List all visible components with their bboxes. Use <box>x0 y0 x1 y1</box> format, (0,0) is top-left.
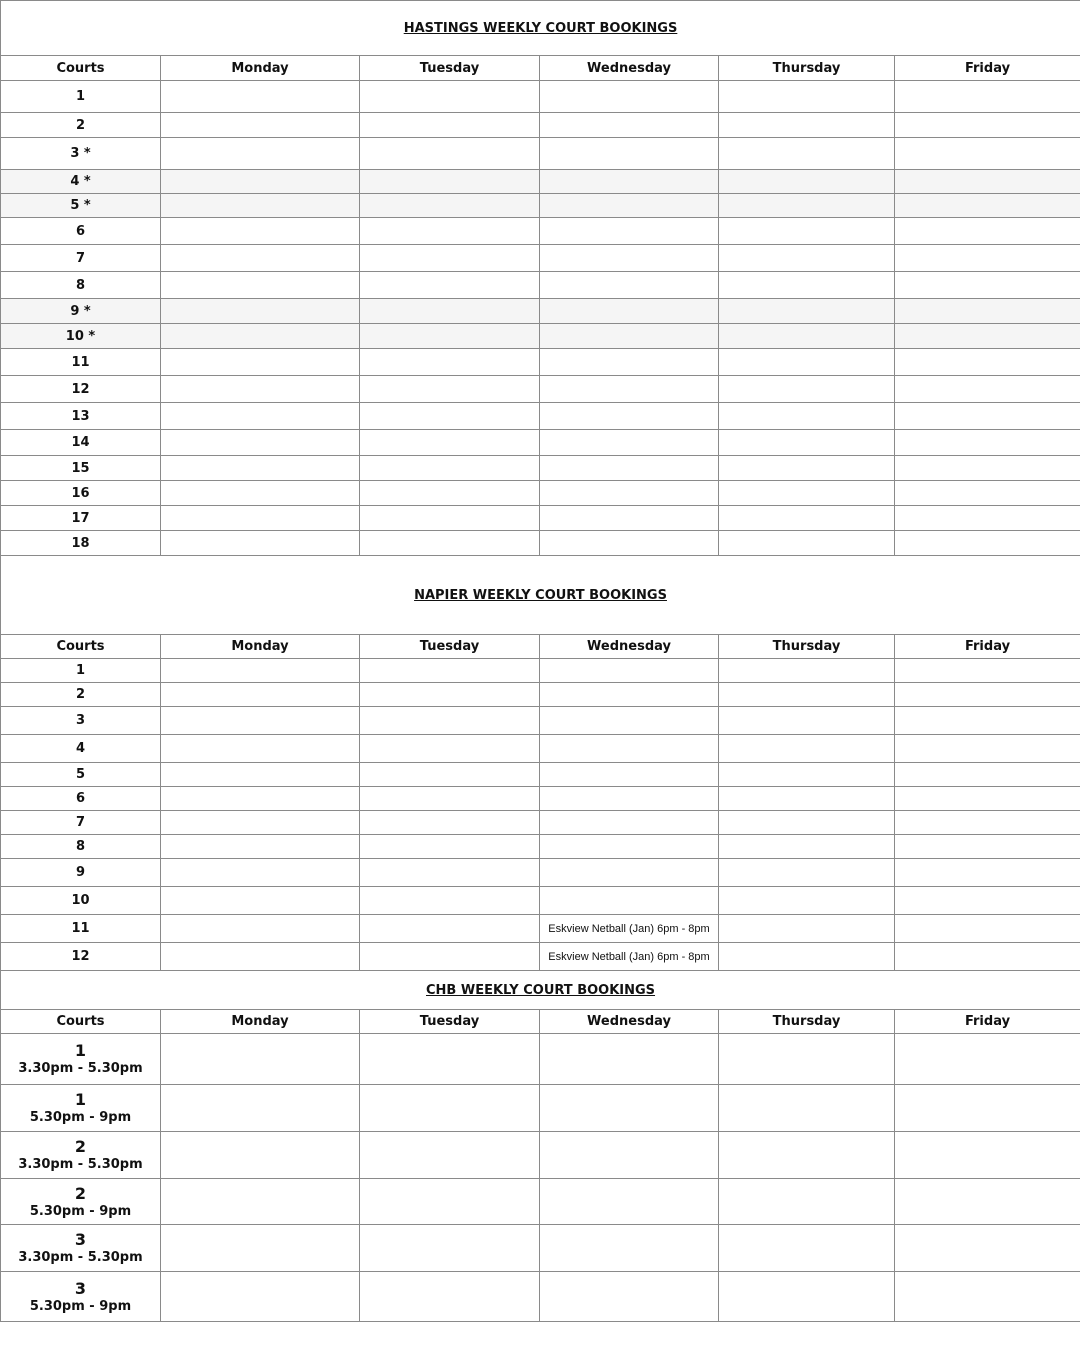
booking-cell[interactable] <box>719 324 895 349</box>
booking-cell[interactable] <box>360 324 540 349</box>
section-title: NAPIER WEEKLY COURT BOOKINGS <box>1 556 1080 635</box>
booking-cell[interactable] <box>360 113 540 138</box>
court-row <box>1 376 1080 403</box>
booking-cell[interactable] <box>719 1179 895 1225</box>
booking-cell[interactable] <box>161 787 360 811</box>
day-header-row <box>1 56 1080 81</box>
day-column-header: Thursday <box>719 635 895 659</box>
day-column-header: Tuesday <box>360 56 540 81</box>
booking-cell[interactable] <box>360 811 540 835</box>
court-row <box>1 683 1080 707</box>
booking-cell[interactable] <box>360 403 540 430</box>
booking-cell[interactable] <box>895 456 1080 481</box>
booking-cell[interactable] <box>719 1034 895 1085</box>
court-label-cell: 8 <box>1 835 161 859</box>
booking-cell[interactable] <box>540 1225 719 1272</box>
court-row <box>1 245 1080 272</box>
booking-cell[interactable] <box>360 683 540 707</box>
court-row <box>1 403 1080 430</box>
court-label-cell: 3 <box>1 707 161 735</box>
court-row <box>1 430 1080 456</box>
booking-cell[interactable] <box>540 403 719 430</box>
booking-cell[interactable] <box>719 113 895 138</box>
day-column-header: Thursday <box>719 56 895 81</box>
booking-cell[interactable] <box>895 1034 1080 1085</box>
court-number: 2 <box>74 1183 87 1203</box>
booking-cell[interactable] <box>895 659 1080 683</box>
booking-cell[interactable] <box>360 299 540 324</box>
booking-cell[interactable] <box>719 194 895 218</box>
booking-cell[interactable] <box>540 299 719 324</box>
booking-cell[interactable] <box>161 430 360 456</box>
booking-cell[interactable]: Eskview Netball (Jan) 6pm - 8pm <box>540 915 719 943</box>
booking-cell[interactable] <box>895 245 1080 272</box>
booking-cell[interactable] <box>719 299 895 324</box>
courts-column-header: Courts <box>1 1010 161 1034</box>
day-column-header: Wednesday <box>540 1010 719 1034</box>
booking-cell[interactable] <box>161 659 360 683</box>
booking-cell[interactable] <box>161 194 360 218</box>
day-column-header: Wednesday <box>540 56 719 81</box>
court-row <box>1 859 1080 887</box>
court-label-cell <box>1 1034 161 1085</box>
booking-cell[interactable] <box>540 194 719 218</box>
booking-cell[interactable] <box>360 218 540 245</box>
court-label-cell: 11 <box>1 915 161 943</box>
court-row <box>1 707 1080 735</box>
booking-cell[interactable] <box>360 456 540 481</box>
booking-cell[interactable] <box>895 1225 1080 1272</box>
booking-cell[interactable] <box>161 218 360 245</box>
booking-cell[interactable] <box>719 218 895 245</box>
booking-cell[interactable] <box>360 1034 540 1085</box>
court-row <box>1 456 1080 481</box>
booking-cell[interactable] <box>540 835 719 859</box>
booking-cell[interactable] <box>360 194 540 218</box>
section-title: CHB WEEKLY COURT BOOKINGS <box>1 971 1080 1010</box>
court-row <box>1 1132 1080 1179</box>
court-label-cell: 7 <box>1 811 161 835</box>
booking-cell[interactable] <box>161 835 360 859</box>
booking-cell[interactable] <box>161 1225 360 1272</box>
day-column-header: Tuesday <box>360 1010 540 1034</box>
booking-cell[interactable] <box>719 1132 895 1179</box>
booking-cell[interactable] <box>360 763 540 787</box>
booking-cell[interactable] <box>719 376 895 403</box>
booking-cell[interactable] <box>161 81 360 113</box>
booking-cell[interactable] <box>719 170 895 194</box>
booking-cell[interactable] <box>719 245 895 272</box>
booking-cell[interactable] <box>540 349 719 376</box>
booking-cell[interactable] <box>360 1132 540 1179</box>
booking-cell[interactable] <box>895 299 1080 324</box>
booking-cell[interactable] <box>895 887 1080 915</box>
booking-cell[interactable] <box>895 707 1080 735</box>
court-row <box>1 1272 1080 1322</box>
court-label-cell: 12 <box>1 943 161 971</box>
court-time-slot: 5.30pm - 9pm <box>29 1203 132 1219</box>
court-number: 1 <box>74 1090 87 1109</box>
booking-cell[interactable] <box>540 245 719 272</box>
court-row <box>1 887 1080 915</box>
booking-cell[interactable] <box>161 1034 360 1085</box>
court-label-cell <box>1 1225 161 1272</box>
booking-cell[interactable] <box>719 859 895 887</box>
court-number: 1 <box>74 1041 87 1060</box>
booking-cell[interactable] <box>360 1179 540 1225</box>
booking-cell[interactable] <box>540 887 719 915</box>
court-time-slot: 3.30pm - 5.30pm <box>18 1061 143 1076</box>
court-row <box>1 1225 1080 1272</box>
booking-cell[interactable] <box>360 1225 540 1272</box>
booking-cell[interactable] <box>540 430 719 456</box>
court-row <box>1 1034 1080 1085</box>
booking-cell[interactable] <box>360 859 540 887</box>
court-label-cell: 2 <box>1 683 161 707</box>
booking-cell[interactable] <box>719 915 895 943</box>
booking-cell[interactable] <box>719 138 895 170</box>
day-header-row <box>1 635 1080 659</box>
booking-cell[interactable] <box>719 943 895 971</box>
booking-cell[interactable] <box>895 735 1080 763</box>
court-row <box>1 915 1080 943</box>
booking-cell[interactable] <box>719 456 895 481</box>
booking-cell[interactable] <box>719 887 895 915</box>
courts-column-header: Courts <box>1 56 161 81</box>
day-header-row <box>1 1010 1080 1034</box>
booking-cell[interactable] <box>719 683 895 707</box>
court-label-cell: 17 <box>1 506 161 531</box>
booking-cell[interactable] <box>540 113 719 138</box>
booking-cell[interactable] <box>360 887 540 915</box>
court-label-cell: 1 <box>1 659 161 683</box>
booking-cell[interactable] <box>895 403 1080 430</box>
booking-cell[interactable] <box>719 430 895 456</box>
booking-cell[interactable] <box>161 170 360 194</box>
court-number: 3 <box>74 1278 87 1298</box>
booking-cell[interactable] <box>895 349 1080 376</box>
day-column-header: Wednesday <box>540 635 719 659</box>
court-row <box>1 349 1080 376</box>
court-label-cell: 11 <box>1 349 161 376</box>
booking-cell[interactable] <box>161 299 360 324</box>
court-label-cell: 6 <box>1 218 161 245</box>
booking-cell[interactable] <box>895 113 1080 138</box>
booking-cell[interactable] <box>719 735 895 763</box>
court-label-cell: 4 <box>1 735 161 763</box>
booking-cell[interactable] <box>360 349 540 376</box>
court-label-cell: 9 <box>1 859 161 887</box>
court-row <box>1 811 1080 835</box>
booking-cell[interactable] <box>719 811 895 835</box>
booking-cell[interactable] <box>360 481 540 506</box>
booking-cell[interactable] <box>161 376 360 403</box>
court-label-cell: 12 <box>1 376 161 403</box>
booking-cell[interactable] <box>161 113 360 138</box>
booking-cell[interactable] <box>161 1272 360 1322</box>
booking-cell[interactable] <box>719 481 895 506</box>
court-row <box>1 763 1080 787</box>
booking-cell[interactable] <box>895 859 1080 887</box>
booking-cell[interactable] <box>895 376 1080 403</box>
booking-cell[interactable] <box>161 707 360 735</box>
booking-cell[interactable] <box>540 456 719 481</box>
court-label-cell: 15 <box>1 456 161 481</box>
court-row <box>1 787 1080 811</box>
booking-cell[interactable] <box>360 659 540 683</box>
booking-cell[interactable] <box>895 218 1080 245</box>
booking-cell[interactable] <box>161 1085 360 1132</box>
court-label-cell: 2 <box>1 113 161 138</box>
booking-cell[interactable] <box>540 506 719 531</box>
booking-cell[interactable] <box>360 835 540 859</box>
booking-cell[interactable] <box>360 531 540 556</box>
booking-cell[interactable] <box>895 506 1080 531</box>
booking-cell[interactable] <box>161 943 360 971</box>
court-label-cell: 7 <box>1 245 161 272</box>
booking-cell[interactable] <box>719 659 895 683</box>
booking-cell[interactable] <box>161 1132 360 1179</box>
booking-cell[interactable] <box>360 1085 540 1132</box>
booking-cell[interactable] <box>540 1034 719 1085</box>
court-number: 2 <box>74 1137 87 1156</box>
booking-cell[interactable] <box>161 859 360 887</box>
booking-cell[interactable] <box>161 887 360 915</box>
booking-cell[interactable] <box>161 683 360 707</box>
court-label-cell: 18 <box>1 531 161 556</box>
booking-cell[interactable] <box>360 81 540 113</box>
booking-cell[interactable] <box>540 735 719 763</box>
booking-cell[interactable] <box>360 376 540 403</box>
booking-cell[interactable] <box>540 683 719 707</box>
booking-cell[interactable] <box>161 245 360 272</box>
booking-cell[interactable] <box>895 1132 1080 1179</box>
booking-cell[interactable] <box>360 735 540 763</box>
booking-cell[interactable] <box>161 403 360 430</box>
booking-cell[interactable] <box>895 1179 1080 1225</box>
court-label-cell: 5 * <box>1 194 161 218</box>
booking-cell[interactable] <box>540 272 719 299</box>
court-label-cell <box>1 1132 161 1179</box>
booking-cell[interactable] <box>161 763 360 787</box>
court-label-cell: 3 * <box>1 138 161 170</box>
booking-cell[interactable] <box>360 707 540 735</box>
booking-cell[interactable] <box>719 787 895 811</box>
booking-cell[interactable] <box>719 81 895 113</box>
booking-cell[interactable] <box>895 763 1080 787</box>
booking-cell[interactable] <box>895 915 1080 943</box>
day-column-header: Monday <box>161 635 360 659</box>
booking-cell[interactable] <box>360 245 540 272</box>
court-label-cell: 5 <box>1 763 161 787</box>
court-label-cell: 14 <box>1 430 161 456</box>
day-column-header: Tuesday <box>360 635 540 659</box>
court-row <box>1 943 1080 971</box>
booking-cell[interactable] <box>540 481 719 506</box>
booking-cell[interactable] <box>895 481 1080 506</box>
day-column-header: Monday <box>161 1010 360 1034</box>
booking-cell[interactable] <box>360 170 540 194</box>
court-row <box>1 1179 1080 1225</box>
booking-cell[interactable] <box>540 1179 719 1225</box>
day-column-header: Friday <box>895 1010 1080 1034</box>
booking-cell[interactable] <box>540 787 719 811</box>
court-label-cell: 16 <box>1 481 161 506</box>
booking-cell[interactable] <box>895 787 1080 811</box>
booking-cell[interactable] <box>540 763 719 787</box>
court-label-cell: 10 * <box>1 324 161 349</box>
booking-cell[interactable] <box>161 349 360 376</box>
booking-cell[interactable] <box>540 1272 719 1322</box>
booking-cell[interactable] <box>895 531 1080 556</box>
section-title-row <box>1 1 1080 56</box>
booking-cell[interactable] <box>360 943 540 971</box>
booking-cell[interactable] <box>895 683 1080 707</box>
booking-cell[interactable] <box>895 81 1080 113</box>
booking-cell[interactable] <box>895 170 1080 194</box>
booking-cell[interactable] <box>360 430 540 456</box>
booking-cell[interactable] <box>895 272 1080 299</box>
booking-cell[interactable] <box>719 403 895 430</box>
booking-cell[interactable] <box>540 170 719 194</box>
booking-cell[interactable] <box>360 1272 540 1322</box>
booking-cell[interactable] <box>360 915 540 943</box>
booking-cell[interactable] <box>161 531 360 556</box>
booking-cell[interactable] <box>895 194 1080 218</box>
booking-cell[interactable] <box>161 811 360 835</box>
court-row <box>1 506 1080 531</box>
court-row <box>1 81 1080 113</box>
court-time-slot: 5.30pm - 9pm <box>29 1110 132 1125</box>
court-row <box>1 531 1080 556</box>
court-label-cell: 13 <box>1 403 161 430</box>
section-title-row <box>1 556 1080 635</box>
booking-cell[interactable] <box>540 531 719 556</box>
court-number: 3 <box>74 1230 87 1249</box>
court-row <box>1 659 1080 683</box>
court-time-slot: 5.30pm - 9pm <box>29 1298 132 1314</box>
booking-cell[interactable] <box>895 324 1080 349</box>
booking-cell[interactable] <box>895 430 1080 456</box>
court-label-cell: 10 <box>1 887 161 915</box>
booking-cell[interactable] <box>719 1085 895 1132</box>
booking-cell[interactable] <box>719 1272 895 1322</box>
court-label-cell: 6 <box>1 787 161 811</box>
booking-cell[interactable] <box>895 1085 1080 1132</box>
court-time-slot: 3.30pm - 5.30pm <box>18 1250 143 1265</box>
booking-cell[interactable] <box>895 943 1080 971</box>
booking-cell[interactable] <box>360 138 540 170</box>
booking-cell[interactable] <box>719 835 895 859</box>
court-row <box>1 170 1080 194</box>
court-label-cell: 1 <box>1 81 161 113</box>
courts-column-header: Courts <box>1 635 161 659</box>
day-column-header: Friday <box>895 56 1080 81</box>
booking-cell[interactable] <box>895 811 1080 835</box>
court-row <box>1 218 1080 245</box>
booking-cell[interactable] <box>540 1132 719 1179</box>
booking-cell[interactable] <box>540 376 719 403</box>
court-row <box>1 481 1080 506</box>
court-label-cell: 8 <box>1 272 161 299</box>
day-column-header: Thursday <box>719 1010 895 1034</box>
booking-cell[interactable] <box>895 1272 1080 1322</box>
booking-cell[interactable] <box>719 1225 895 1272</box>
booking-cell[interactable] <box>719 763 895 787</box>
booking-cell[interactable] <box>719 506 895 531</box>
booking-cell[interactable] <box>895 138 1080 170</box>
booking-cell[interactable] <box>540 707 719 735</box>
booking-cell[interactable] <box>161 481 360 506</box>
court-row <box>1 272 1080 299</box>
booking-cell[interactable] <box>540 1085 719 1132</box>
booking-cell[interactable] <box>895 835 1080 859</box>
court-row <box>1 735 1080 763</box>
booking-cell[interactable] <box>161 915 360 943</box>
court-time-slot: 3.30pm - 5.30pm <box>18 1157 143 1172</box>
booking-cell[interactable] <box>161 506 360 531</box>
booking-cell[interactable] <box>540 324 719 349</box>
booking-cell[interactable] <box>161 456 360 481</box>
booking-cell[interactable] <box>719 349 895 376</box>
day-column-header: Friday <box>895 635 1080 659</box>
booking-cell[interactable] <box>540 811 719 835</box>
booking-cell[interactable] <box>719 707 895 735</box>
booking-cell[interactable] <box>161 138 360 170</box>
court-label-cell: 9 * <box>1 299 161 324</box>
booking-cell[interactable]: Eskview Netball (Jan) 6pm - 8pm <box>540 943 719 971</box>
court-row <box>1 113 1080 138</box>
booking-cell[interactable] <box>161 272 360 299</box>
day-column-header: Monday <box>161 56 360 81</box>
booking-cell[interactable] <box>360 272 540 299</box>
court-label-cell <box>1 1272 161 1322</box>
booking-cell[interactable] <box>540 81 719 113</box>
booking-cell[interactable] <box>719 531 895 556</box>
booking-cell[interactable] <box>540 859 719 887</box>
section-title: HASTINGS WEEKLY COURT BOOKINGS <box>1 1 1080 56</box>
booking-cell[interactable] <box>540 138 719 170</box>
booking-cell[interactable] <box>161 1179 360 1225</box>
booking-cell[interactable] <box>360 506 540 531</box>
court-row <box>1 324 1080 349</box>
court-row <box>1 194 1080 218</box>
booking-cell[interactable] <box>360 787 540 811</box>
court-row <box>1 138 1080 170</box>
booking-cell[interactable] <box>540 659 719 683</box>
court-row <box>1 299 1080 324</box>
court-row <box>1 1085 1080 1132</box>
booking-cell[interactable] <box>161 324 360 349</box>
court-label-cell: 4 * <box>1 170 161 194</box>
court-label-cell <box>1 1085 161 1132</box>
section-title-row <box>1 971 1080 1010</box>
court-label-cell <box>1 1179 161 1225</box>
court-row <box>1 835 1080 859</box>
booking-cell[interactable] <box>540 218 719 245</box>
booking-cell[interactable] <box>719 272 895 299</box>
booking-cell[interactable] <box>161 735 360 763</box>
